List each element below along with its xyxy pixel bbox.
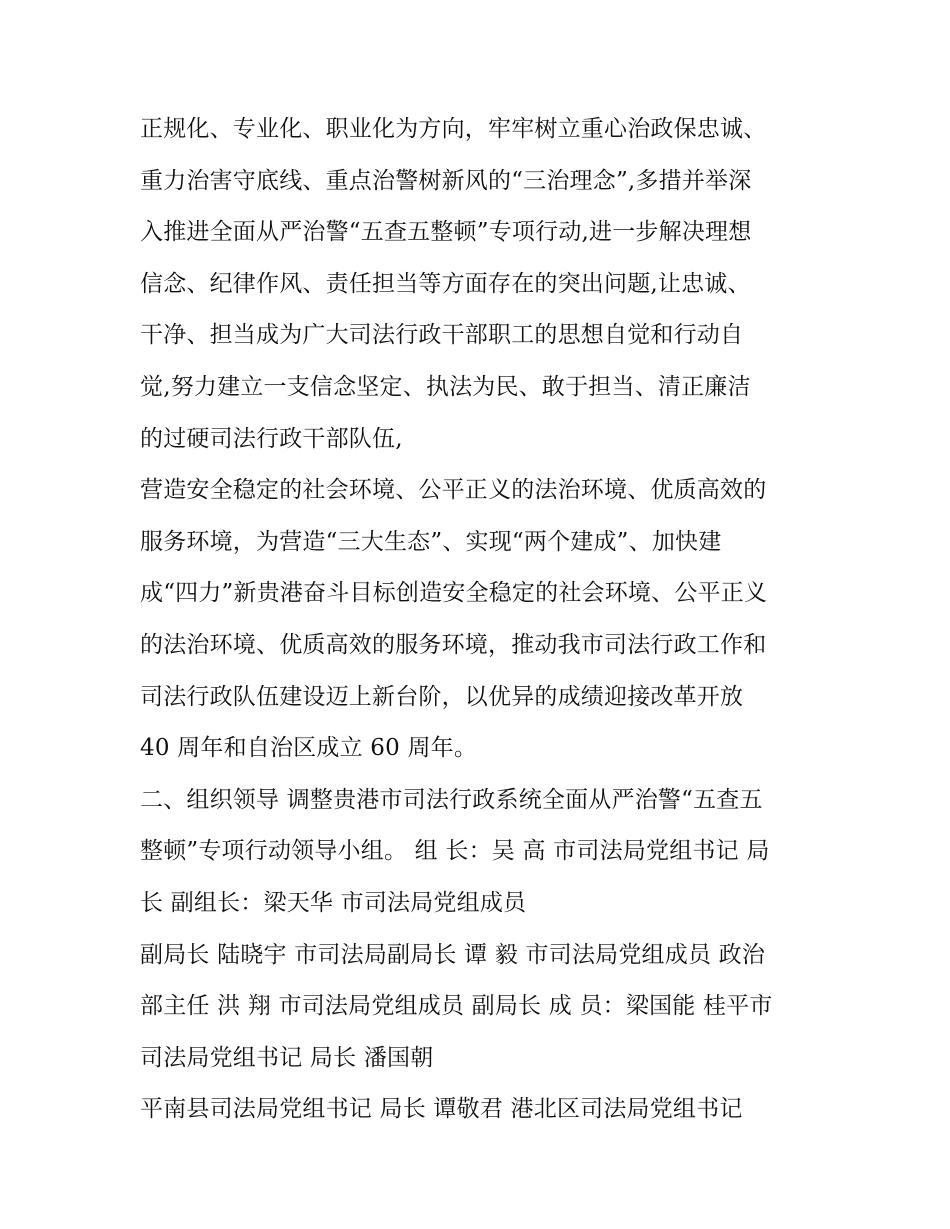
text-line-4: 信念、纪律作风、责任担当等方面存在的突出问题,让忠诚、 bbox=[140, 270, 751, 297]
text-line-10: 成“四力”新贵港奋斗目标创造安全稳定的社会环境、公平正义 bbox=[140, 580, 768, 607]
text-line-18: 部主任 洪 翔 市司法局党组成员 副局长 成 员：梁国能 桂平市 bbox=[140, 993, 773, 1020]
text-line-13: 40 周年和自治区成立 60 周年。 bbox=[140, 735, 478, 762]
text-line-15: 整顿”专项行动领导小组。 组 长：吴 高 市司法局党组书记 局 bbox=[140, 838, 770, 865]
text-line-19: 司法局党组书记 局长 潘国朝 bbox=[140, 1044, 434, 1071]
text-line-9: 服务环境，为营造“三大生态”、实现“两个建成”、加快建 bbox=[140, 528, 722, 555]
text-line-16: 长 副组长：梁天华 市司法局党组成员 bbox=[140, 889, 527, 916]
text-line-6: 觉,努力建立一支信念坚定、执法为民、敢于担当、清正廉洁 bbox=[140, 373, 751, 400]
text-line-14: 二、组织领导 调整贵港市司法行政系统全面从严治警“五查五 bbox=[140, 786, 763, 813]
text-line-12: 司法行政队伍建设迈上新台阶，以优异的成绩迎接改革开放 bbox=[140, 683, 744, 710]
text-line-3: 入推进全面从严治警“五查五整顿”专项行动,进一步解决理想 bbox=[140, 219, 752, 246]
text-line-17: 副局长 陆晓宇 市司法局副局长 谭 毅 市司法局党组成员 政治 bbox=[140, 941, 766, 968]
text-line-20: 平南县司法局党组书记 局长 谭敬君 港北区司法局党组书记 bbox=[140, 1096, 743, 1123]
text-line-2: 重力治害守底线、重点治警树新风的“三治理念”,多措并举深 bbox=[140, 167, 752, 194]
text-line-7: 的过硬司法行政干部队伍, bbox=[140, 425, 403, 452]
text-line-8: 营造安全稳定的社会环境、公平正义的法治环境、优质高效的 bbox=[140, 477, 767, 504]
document-body bbox=[140, 104, 820, 1136]
text-line-1: 正规化、专业化、职业化为方向，牢牢树立重心治政保忠诚、 bbox=[140, 116, 767, 142]
text-line-5: 干净、担当成为广大司法行政干部职工的思想自觉和行动自 bbox=[140, 322, 744, 349]
text-line-11: 的法治环境、优质高效的服务环境，推动我市司法行政工作和 bbox=[140, 631, 767, 658]
